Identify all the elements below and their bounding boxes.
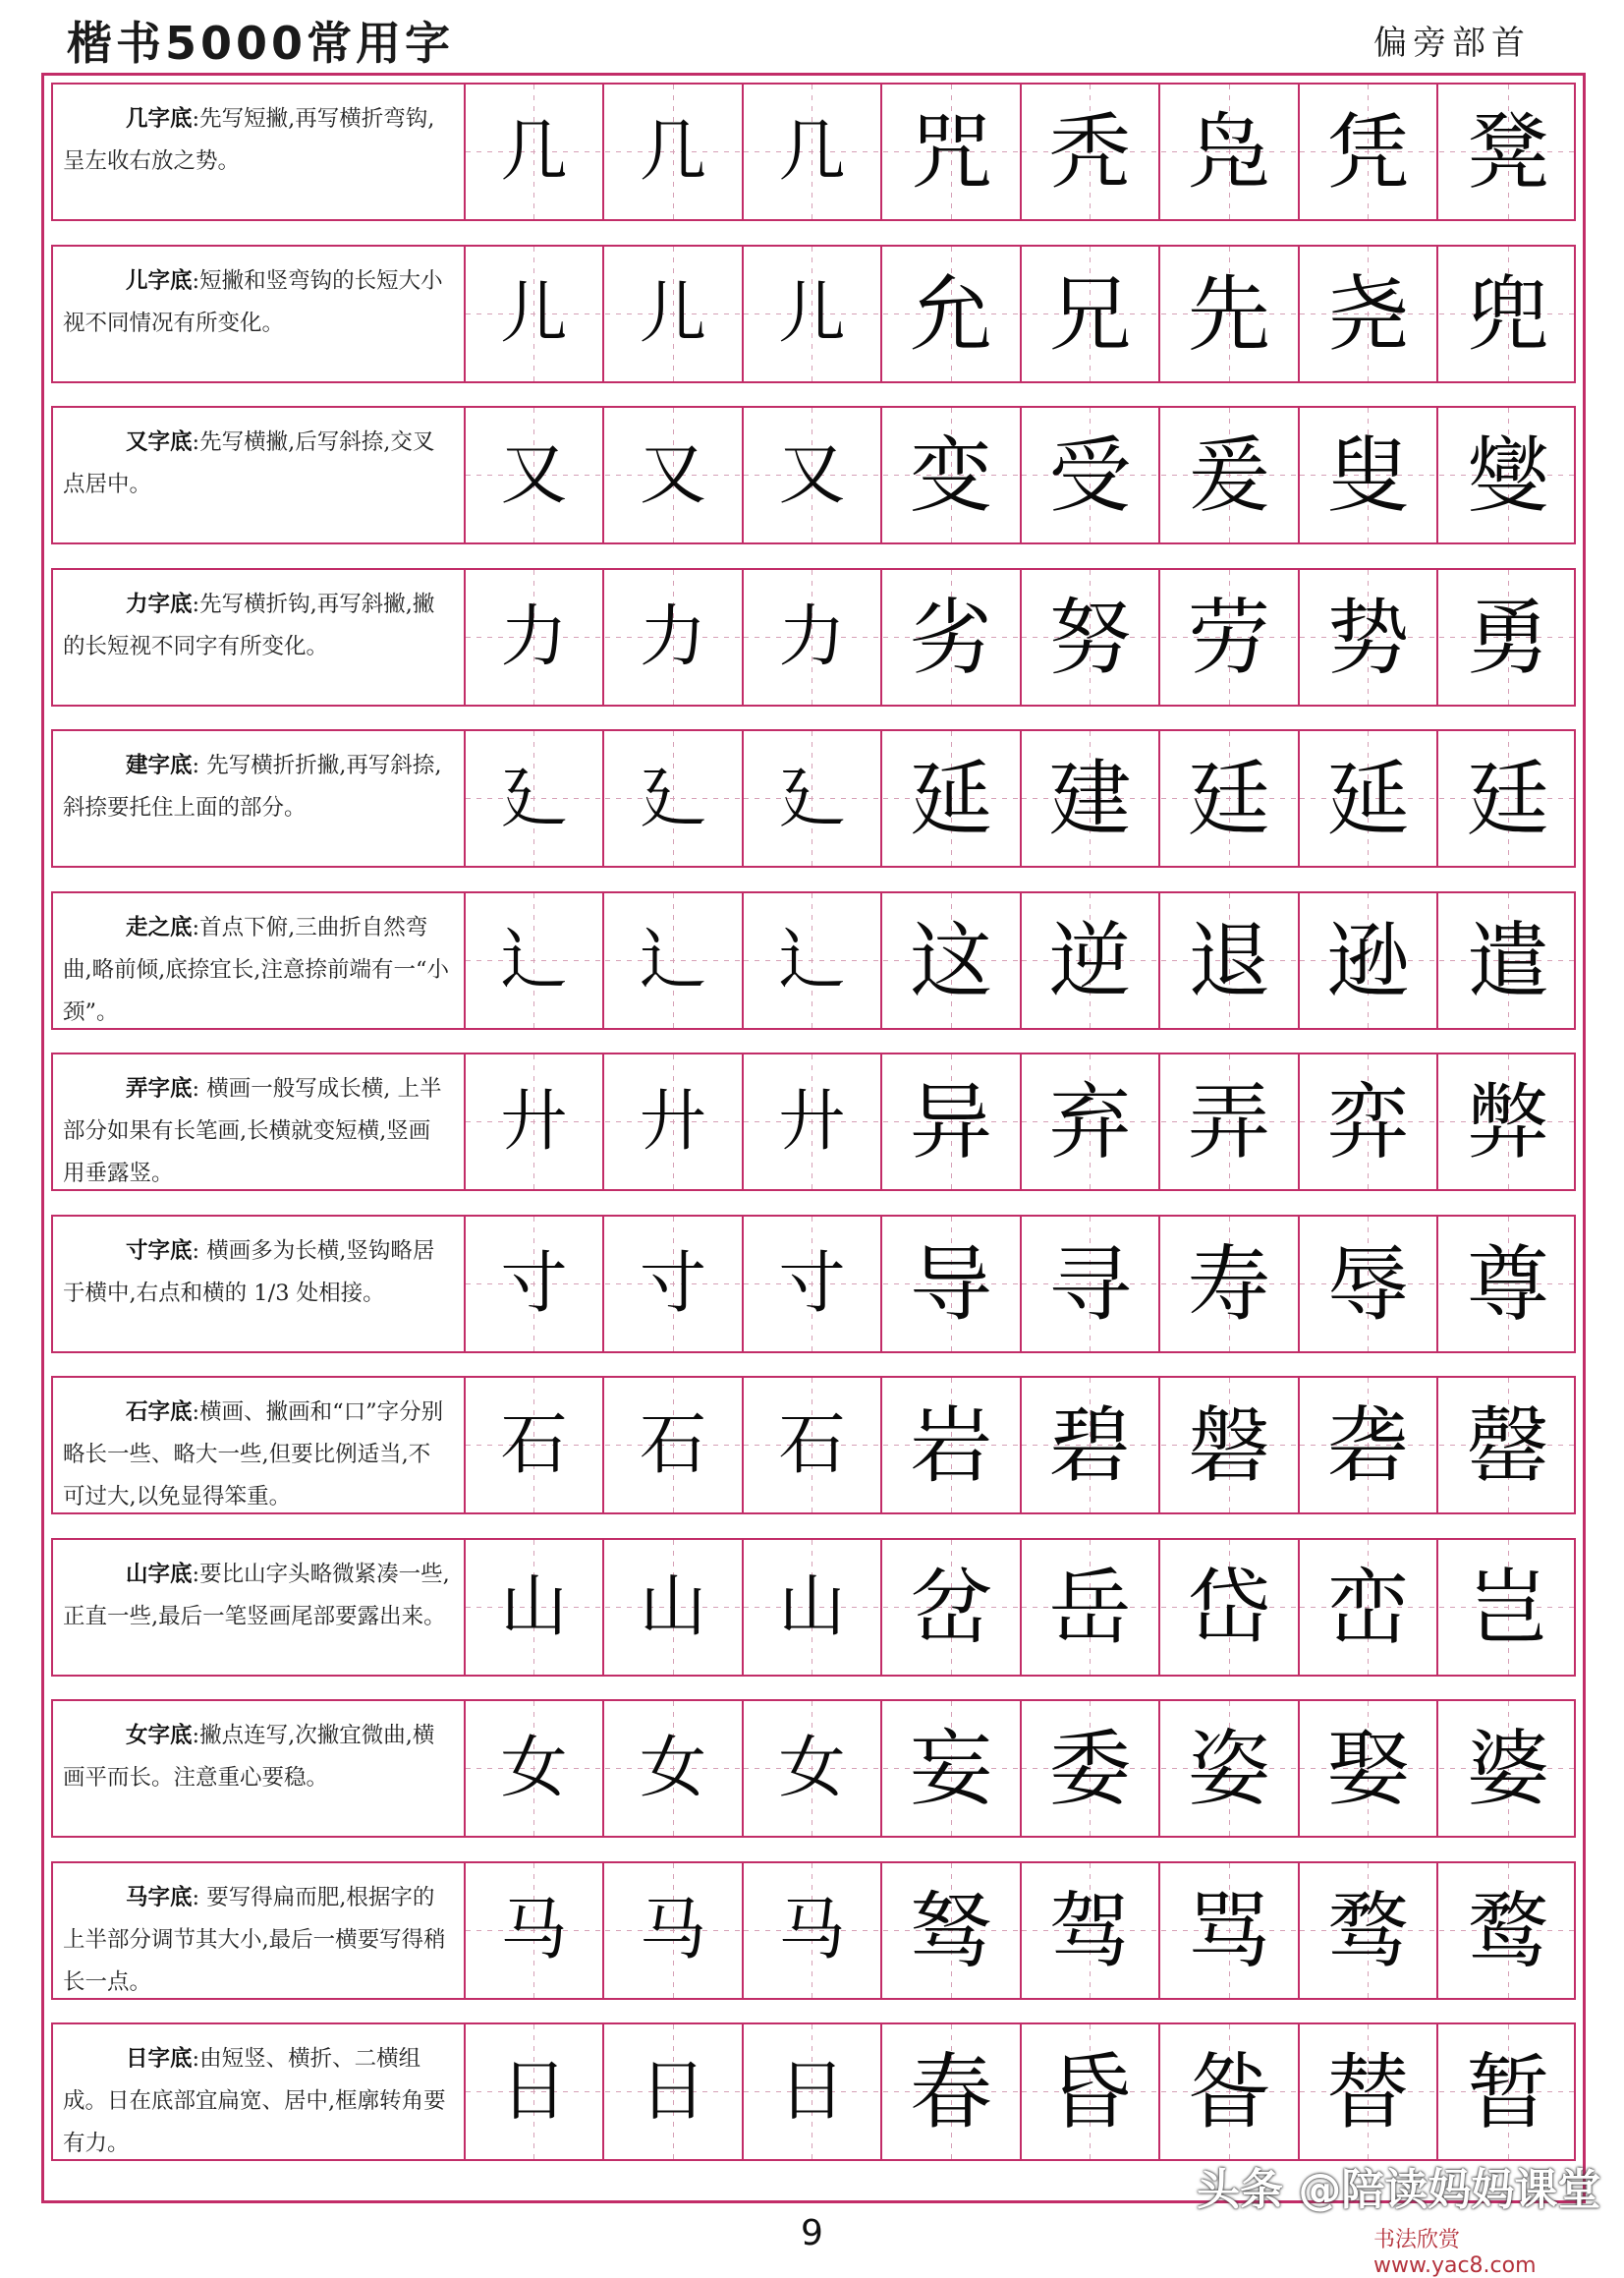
- example-cell: [1022, 1054, 1160, 1189]
- example-cell: [1161, 1540, 1300, 1675]
- example-character: 驽: [909, 1882, 992, 1979]
- example-character: 廷: [1466, 750, 1549, 847]
- example-cell: [883, 570, 1022, 705]
- radical-character: 女: [639, 1729, 706, 1807]
- example-cell: [1022, 731, 1160, 866]
- radical-character: 石: [500, 1405, 568, 1484]
- example-character: 峦: [1326, 1559, 1410, 1656]
- example-cell: [1161, 1054, 1300, 1189]
- radical-character: 力: [639, 598, 706, 676]
- radical-tip: : 横画多为长横,竖钩略居于横中,右点和横的 1/3 处相接。: [63, 1238, 435, 1306]
- component-cell: [605, 1378, 744, 1512]
- example-character: 劣: [909, 589, 992, 686]
- radical-row: [51, 1538, 1576, 1677]
- radical-description: [53, 731, 466, 866]
- radical-name: 走之底: [126, 915, 193, 940]
- example-cell: [1161, 731, 1300, 866]
- radical-character: 寸: [778, 1244, 846, 1323]
- radical-name: 儿字底: [126, 268, 193, 294]
- example-character: 寿: [1187, 1235, 1270, 1333]
- radical-tip: :首点下俯,三曲折自然弯曲,略前倾,底捺宜长,注意捺前端有一“小颈”。: [63, 915, 449, 1025]
- radical-character: 儿: [500, 274, 568, 353]
- example-cell: [1022, 408, 1160, 542]
- example-character: 弊: [1466, 1073, 1549, 1170]
- radical-character: 马: [500, 1891, 568, 1969]
- radical-row: [51, 1215, 1576, 1353]
- example-cell: [1439, 893, 1578, 1028]
- example-character: 延: [1326, 750, 1410, 847]
- example-character: 先: [1187, 265, 1270, 363]
- example-cell: [1022, 570, 1160, 705]
- radical-character: 儿: [778, 274, 846, 353]
- example-cell: [1022, 1378, 1160, 1512]
- example-cell: [1300, 2024, 1438, 2159]
- example-character: 磐: [1187, 1396, 1270, 1494]
- example-character: 罄: [1466, 1396, 1549, 1494]
- example-cell: [883, 893, 1022, 1028]
- example-cell: [883, 731, 1022, 866]
- radical-tip: :横画、撇画和“口”字分别略长一些、略大一些,但要比例适当,不可过大,以免显得笨重。: [63, 1399, 444, 1509]
- example-character: 廷: [1187, 750, 1270, 847]
- radical-description: [53, 893, 466, 1028]
- example-cell: [1439, 1863, 1578, 1998]
- example-cell: [1439, 2024, 1578, 2159]
- component-cell: [605, 1054, 744, 1189]
- example-character: 弃: [1048, 1073, 1132, 1170]
- radical-row: [51, 245, 1576, 383]
- example-cell: [1300, 1054, 1438, 1189]
- radical-row: [51, 83, 1576, 221]
- example-cell: [1439, 1378, 1578, 1512]
- example-cell: [1022, 893, 1160, 1028]
- radical-character: 日: [639, 2052, 706, 2131]
- radical-name: 建字底: [126, 753, 193, 778]
- radical-character: 几: [500, 112, 568, 191]
- example-cell: [1161, 893, 1300, 1028]
- radical-row: [51, 568, 1576, 707]
- practice-grid: [51, 83, 1576, 2193]
- example-cell: [883, 2024, 1022, 2159]
- component-cell: [605, 85, 744, 219]
- radical-character: 女: [500, 1729, 568, 1807]
- example-character: 鹜: [1466, 1882, 1549, 1979]
- radical-character: 辶: [639, 921, 706, 999]
- example-cell: [883, 1701, 1022, 1836]
- example-cell: [1300, 570, 1438, 705]
- component-cell: [466, 85, 604, 219]
- example-character: 碧: [1048, 1396, 1132, 1494]
- component-cell: [466, 408, 604, 542]
- example-character: 叟: [1326, 427, 1410, 524]
- radical-character: 日: [778, 2052, 846, 2131]
- radical-name: 女字底: [126, 1723, 193, 1748]
- component-cell: [605, 408, 744, 542]
- example-character: 允: [909, 265, 992, 363]
- radical-character: 力: [500, 598, 568, 676]
- radical-character: 力: [778, 598, 846, 676]
- example-cell: [1161, 570, 1300, 705]
- radical-description: [53, 1540, 466, 1675]
- section-title: 偏旁部首: [1373, 24, 1531, 63]
- example-cell: [1439, 247, 1578, 381]
- radical-character: 廴: [500, 759, 568, 837]
- example-cell: [1300, 1701, 1438, 1836]
- radical-character: 又: [778, 435, 846, 514]
- component-cell: [466, 731, 604, 866]
- example-character: 骛: [1326, 1882, 1410, 1979]
- example-character: 劳: [1187, 589, 1270, 686]
- radical-name: 几字底: [126, 106, 193, 132]
- radical-character: 几: [778, 112, 846, 191]
- radical-tip: : 先写横折折撇,再写斜捺, 斜捺要托住上面的部分。: [63, 753, 442, 821]
- radical-description: [53, 408, 466, 542]
- radical-tip: :撇点连写,次撇宜微曲,横画平而长。注意重心要稳。: [63, 1723, 435, 1791]
- component-cell: [466, 247, 604, 381]
- example-cell: [1161, 1863, 1300, 1998]
- radical-name: 石字底: [126, 1399, 193, 1425]
- example-character: 委: [1048, 1720, 1132, 1817]
- example-character: 骂: [1187, 1882, 1270, 1979]
- example-cell: [1161, 85, 1300, 219]
- example-cell: [883, 408, 1022, 542]
- radical-character: 辶: [500, 921, 568, 999]
- example-character: 妄: [909, 1720, 992, 1817]
- page-title: 楷书5000常用字: [67, 17, 455, 70]
- example-character: 兜: [1466, 265, 1549, 363]
- example-cell: [1439, 731, 1578, 866]
- example-character: 逊: [1326, 912, 1410, 1009]
- example-cell: [1161, 1378, 1300, 1512]
- example-character: 驾: [1048, 1882, 1132, 1979]
- component-cell: [466, 1378, 604, 1512]
- radical-tip: :要比山字头略微紧凑一些,正直一些,最后一笔竖画尾部要露出来。: [63, 1562, 450, 1629]
- component-cell: [466, 1863, 604, 1998]
- example-cell: [883, 1217, 1022, 1351]
- component-cell: [744, 85, 882, 219]
- radical-character: 廴: [639, 759, 706, 837]
- example-character: 尊: [1466, 1235, 1549, 1333]
- example-cell: [1439, 1054, 1578, 1189]
- radical-character: 马: [639, 1891, 706, 1969]
- radical-character: 山: [639, 1567, 706, 1646]
- radical-name: 山字底: [126, 1562, 193, 1587]
- component-cell: [744, 1217, 882, 1351]
- radical-character: 廾: [500, 1082, 568, 1161]
- radical-character: 又: [500, 435, 568, 514]
- component-cell: [605, 1217, 744, 1351]
- example-cell: [1439, 1701, 1578, 1836]
- example-cell: [1300, 893, 1438, 1028]
- radical-character: 几: [639, 112, 706, 191]
- example-cell: [1161, 247, 1300, 381]
- page-number: 9: [801, 2213, 823, 2253]
- radical-row: [51, 1376, 1576, 1514]
- component-cell: [466, 893, 604, 1028]
- example-character: 弄: [1187, 1073, 1270, 1170]
- example-character: 导: [909, 1235, 992, 1333]
- radical-row: [51, 1053, 1576, 1191]
- example-character: 逆: [1048, 912, 1132, 1009]
- example-cell: [883, 85, 1022, 219]
- component-cell: [605, 2024, 744, 2159]
- radical-character: 廾: [778, 1082, 846, 1161]
- radical-description: [53, 1217, 466, 1351]
- radical-description: [53, 1863, 466, 1998]
- example-cell: [1439, 85, 1578, 219]
- example-cell: [1161, 1701, 1300, 1836]
- example-cell: [1161, 2024, 1300, 2159]
- component-cell: [605, 247, 744, 381]
- example-cell: [1022, 2024, 1160, 2159]
- example-cell: [1439, 1540, 1578, 1675]
- example-character: 异: [909, 1073, 992, 1170]
- example-character: 凫: [1187, 103, 1270, 200]
- radical-row: [51, 2022, 1576, 2161]
- component-cell: [744, 570, 882, 705]
- example-cell: [883, 1863, 1022, 1998]
- component-cell: [744, 247, 882, 381]
- example-character: 这: [909, 912, 992, 1009]
- radical-description: [53, 1378, 466, 1512]
- radical-tip: :先写短撇,再写横折弯钩,呈左收右放之势。: [63, 106, 435, 174]
- radical-tip: :先写横撇,后写斜捺,交叉点居中。: [63, 429, 435, 497]
- example-character: 岔: [909, 1559, 992, 1656]
- radical-tip: : 横画一般写成长横, 上半部分如果有长笔画,长横就变短横,竖画用垂露竖。: [63, 1076, 442, 1186]
- component-cell: [466, 1701, 604, 1836]
- component-cell: [605, 731, 744, 866]
- example-character: 凳: [1466, 103, 1549, 200]
- radical-character: 廾: [639, 1082, 706, 1161]
- example-cell: [1300, 1217, 1438, 1351]
- example-cell: [1300, 1378, 1438, 1512]
- example-character: 兄: [1048, 265, 1132, 363]
- example-cell: [1022, 1217, 1160, 1351]
- example-cell: [1161, 1217, 1300, 1351]
- example-cell: [883, 1378, 1022, 1512]
- example-character: 咒: [909, 103, 992, 200]
- radical-character: 寸: [500, 1244, 568, 1323]
- radical-character: 石: [639, 1405, 706, 1484]
- component-cell: [466, 570, 604, 705]
- component-cell: [605, 1863, 744, 1998]
- example-character: 退: [1187, 912, 1270, 1009]
- component-cell: [605, 570, 744, 705]
- radical-row: [51, 1699, 1576, 1838]
- watermark-main: 头条 @陪读妈妈课堂: [1197, 2165, 1601, 2215]
- component-cell: [744, 893, 882, 1028]
- radical-description: [53, 570, 466, 705]
- radical-description: [53, 247, 466, 381]
- example-cell: [1300, 1863, 1438, 1998]
- component-cell: [605, 1540, 744, 1675]
- radical-name: 寸字底: [126, 1238, 193, 1264]
- example-cell: [1300, 408, 1438, 542]
- example-character: 秃: [1048, 103, 1132, 200]
- example-character: 变: [909, 427, 992, 524]
- example-character: 砻: [1326, 1396, 1410, 1494]
- radical-row: [51, 1861, 1576, 2000]
- component-cell: [744, 1054, 882, 1189]
- radical-name: 力字底: [126, 592, 193, 617]
- example-character: 建: [1048, 750, 1132, 847]
- radical-character: 山: [500, 1567, 568, 1646]
- example-cell: [1439, 1217, 1578, 1351]
- example-cell: [1022, 247, 1160, 381]
- example-character: 弈: [1326, 1073, 1410, 1170]
- example-character: 春: [909, 2043, 992, 2140]
- example-cell: [1022, 1701, 1160, 1836]
- component-cell: [466, 2024, 604, 2159]
- example-character: 尧: [1326, 265, 1410, 363]
- radical-tip: :短撇和竖弯钩的长短大小视不同情况有所变化。: [63, 268, 443, 336]
- watermark-site: 书法欣赏 www.yac8.com: [1373, 2228, 1537, 2278]
- component-cell: [744, 408, 882, 542]
- radical-character: 廴: [778, 759, 846, 837]
- example-cell: [1022, 85, 1160, 219]
- radical-character: 寸: [639, 1244, 706, 1323]
- radical-description: [53, 2024, 466, 2159]
- radical-character: 辶: [778, 921, 846, 999]
- example-character: 努: [1048, 589, 1132, 686]
- example-character: 凭: [1326, 103, 1410, 200]
- component-cell: [744, 1540, 882, 1675]
- example-character: 暂: [1466, 2043, 1549, 2140]
- example-cell: [1439, 408, 1578, 542]
- radical-description: [53, 1701, 466, 1836]
- component-cell: [744, 2024, 882, 2159]
- radical-name: 马字底: [126, 1885, 193, 1910]
- example-cell: [1300, 85, 1438, 219]
- radical-name: 弄字底: [126, 1076, 193, 1102]
- example-cell: [1300, 247, 1438, 381]
- example-character: 遣: [1466, 912, 1549, 1009]
- example-cell: [1300, 1540, 1438, 1675]
- component-cell: [605, 893, 744, 1028]
- example-character: 受: [1048, 427, 1132, 524]
- example-character: 燮: [1466, 427, 1549, 524]
- radical-tip: :由短竖、横折、二横组成。日在底部宜扁宽、居中,框廓转角要有力。: [63, 2046, 446, 2156]
- example-character: 岩: [909, 1396, 992, 1494]
- example-cell: [1300, 731, 1438, 866]
- example-character: 寻: [1048, 1235, 1132, 1333]
- radical-row: [51, 406, 1576, 544]
- example-character: 岂: [1466, 1559, 1549, 1656]
- radical-description: [53, 85, 466, 219]
- radical-name: 又字底: [126, 429, 193, 455]
- radical-character: 又: [639, 435, 706, 514]
- example-cell: [883, 1054, 1022, 1189]
- example-character: 姿: [1187, 1720, 1270, 1817]
- component-cell: [744, 1378, 882, 1512]
- example-character: 延: [909, 750, 992, 847]
- example-character: 岱: [1187, 1559, 1270, 1656]
- radical-character: 儿: [639, 274, 706, 353]
- radical-row: [51, 729, 1576, 868]
- example-cell: [1022, 1863, 1160, 1998]
- component-cell: [605, 1701, 744, 1836]
- example-cell: [1161, 408, 1300, 542]
- example-character: 昝: [1187, 2043, 1270, 2140]
- component-cell: [466, 1217, 604, 1351]
- radical-tip: : 要写得扁而肥,根据字的上半部分调节其大小,最后一横要写得稍长一点。: [63, 1885, 446, 1995]
- radical-tip: :先写横折钩,再写斜撇,撇的长短视不同字有所变化。: [63, 592, 435, 659]
- example-character: 勇: [1466, 589, 1549, 686]
- example-character: 岳: [1048, 1559, 1132, 1656]
- radical-character: 石: [778, 1405, 846, 1484]
- example-character: 辱: [1326, 1235, 1410, 1333]
- example-character: 娶: [1326, 1720, 1410, 1817]
- example-character: 爰: [1187, 427, 1270, 524]
- radical-character: 山: [778, 1567, 846, 1646]
- radical-character: 女: [778, 1729, 846, 1807]
- radical-character: 马: [778, 1891, 846, 1969]
- example-character: 替: [1326, 2043, 1410, 2140]
- component-cell: [744, 1863, 882, 1998]
- radical-character: 日: [500, 2052, 568, 2131]
- example-character: 昏: [1048, 2043, 1132, 2140]
- component-cell: [466, 1054, 604, 1189]
- example-cell: [1022, 1540, 1160, 1675]
- component-cell: [744, 731, 882, 866]
- component-cell: [466, 1540, 604, 1675]
- radical-description: [53, 1054, 466, 1189]
- component-cell: [744, 1701, 882, 1836]
- example-cell: [1439, 570, 1578, 705]
- example-character: 势: [1326, 589, 1410, 686]
- example-character: 婆: [1466, 1720, 1549, 1817]
- example-cell: [883, 247, 1022, 381]
- example-cell: [883, 1540, 1022, 1675]
- radical-name: 日字底: [126, 2046, 193, 2072]
- radical-row: [51, 891, 1576, 1030]
